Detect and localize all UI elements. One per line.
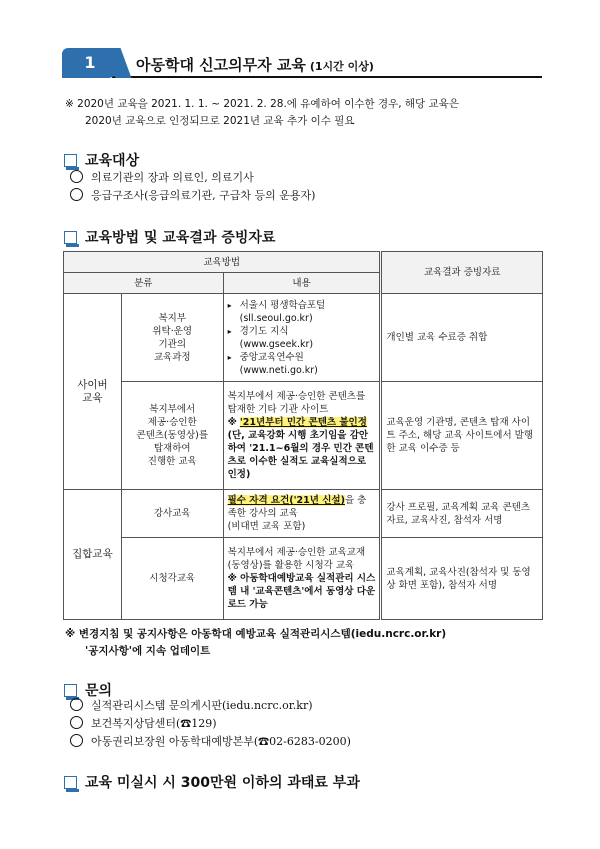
section-number: 1 xyxy=(62,48,118,78)
section-target-heading xyxy=(64,150,139,170)
target-item-1-text: 의료기관의 장과 의료인, 의료기사 xyxy=(91,171,254,184)
title-text: 아동학대 신고의무자 교육 xyxy=(136,56,306,74)
th-category: 분류 xyxy=(64,273,224,294)
row2-result: 교육운영 기관명, 콘텐츠 탑재 사이트 주소, 해당 교육 사이트에서 발행한 교육 이수증 등 xyxy=(381,382,543,490)
th-result: 교육결과 증빙자료 xyxy=(381,252,543,294)
row1-result: 개인별 교육 수료증 취합 xyxy=(381,294,543,382)
row2-highlight: '21년부터 민간 콘텐츠 불인정 xyxy=(239,417,367,428)
target-item-1 xyxy=(70,170,254,186)
row1-sub: 복지부 위탁·운영 기관의 교육과정 xyxy=(121,294,223,382)
section-penalty-title: 교육 미실시 시 300만원 이하의 과태료 부과 xyxy=(85,775,360,791)
row4-note: ※ 아동학대예방교육 실적관리 시스템 내 '교육콘텐츠'에서 동영상 다운로드 가능 xyxy=(227,573,376,610)
row2-content-main: 복지부에서 제공·승인한 콘텐츠를 탑재한 기타 기관 사이트 xyxy=(227,391,366,415)
section-header xyxy=(62,48,542,80)
section-method-title: 교육방법 및 교육결과 증빙자료 xyxy=(85,230,276,246)
group-label: 집합교육 xyxy=(64,490,122,620)
notice-line-1: ※ 2020년 교육을 2021. 1. 1. ~ 2021. 2. 28.에 유예하여 이수한 경우, 해당 교육은 xyxy=(65,98,459,110)
portal-item-2: ▸ 경기도 지식 (www.gseek.kr) xyxy=(228,325,376,351)
row3-text-2: (비대면 교육 포함) xyxy=(227,521,306,532)
row4-content xyxy=(223,538,381,620)
contact-item-3 xyxy=(70,734,351,750)
th-method: 교육방법 xyxy=(64,252,381,273)
contact-item-3-text: 아동권리보장원 아동학대예방본부(☎02-6283-0200) xyxy=(91,735,351,748)
notice-line-2: 2020년 교육으로 인정되므로 2021년 교육 추가 이수 필요 xyxy=(85,115,355,127)
footnote-line-2: '공지사항'에 지속 업데이트 xyxy=(85,645,211,657)
method-table xyxy=(63,251,543,620)
contact-item-2 xyxy=(70,716,217,732)
row2-note xyxy=(228,416,376,429)
notice xyxy=(65,96,545,130)
target-item-2-text: 응급구조사(응급의료기관, 구급차 등의 운용자) xyxy=(91,189,316,202)
row2-bold-text: (단, 교육강화 시행 초기임을 감안하여 '21.1~6월의 경우 민간 콘텐츠로 이수한 실적도 교육실적으로 인정) xyxy=(227,430,374,480)
row3-text: 을 충족한 강사의 교육 xyxy=(227,495,367,519)
circle-bullet-icon xyxy=(70,188,83,201)
header-underline xyxy=(112,76,542,78)
section-contact-heading xyxy=(64,680,112,700)
contact-item-1 xyxy=(70,698,313,714)
circle-bullet-icon xyxy=(70,698,83,711)
row3-sub: 강사교육 xyxy=(121,490,223,538)
row2-sub: 복지부에서 제공·승인한 콘텐츠(동영상)를 탑재하여 진행한 교육 xyxy=(121,382,223,490)
section-contact-title: 문의 xyxy=(85,683,113,699)
contact-item-2-text: 보건복지상담센터(☎129) xyxy=(91,717,217,730)
row2-note-mark: ※ xyxy=(227,417,237,428)
checkbox-bullet-icon xyxy=(64,154,77,167)
row3-result: 강사 프로필, 교육계획 교육 콘텐츠 자료, 교육사진, 참석자 서명 xyxy=(381,490,543,538)
row3-highlight: 필수 자격 요건('21년 신설) xyxy=(227,495,345,506)
circle-bullet-icon xyxy=(70,716,83,729)
checkbox-bullet-icon xyxy=(64,684,77,697)
table-footnote xyxy=(65,626,545,660)
row4-sub: 시청각교육 xyxy=(121,538,223,620)
section-method-heading xyxy=(64,227,275,247)
portal-item-1: ▸ 서울시 평생학습포털 (sll.seoul.go.kr) xyxy=(228,299,376,325)
section-penalty-heading xyxy=(64,772,360,792)
cyber-label: 사이버 교육 xyxy=(64,294,122,490)
row3-content xyxy=(223,490,381,538)
th-content: 내용 xyxy=(223,273,381,294)
contact-item-1-text: 실적관리시스템 문의게시판(iedu.ncrc.or.kr) xyxy=(91,699,313,712)
row4-text: 복지부에서 제공·승인한 교육교재(동영상)를 활용한 시청각 교육 xyxy=(227,547,366,571)
row1-content xyxy=(223,294,381,382)
page-title xyxy=(136,54,374,75)
footnote-line-1: ※ 변경지침 및 공지사항은 아동학대 예방교육 실적관리시스템(iedu.ncrc.or.kr) xyxy=(65,628,447,640)
circle-bullet-icon xyxy=(70,170,83,183)
circle-bullet-icon xyxy=(70,734,83,747)
section-target-title: 교육대상 xyxy=(85,153,140,169)
row4-result: 교육계획, 교육사진(참석자 및 동영상 화면 포함), 참석자 서명 xyxy=(381,538,543,620)
row2-content xyxy=(223,382,381,490)
checkbox-bullet-icon xyxy=(64,231,77,244)
target-item-2 xyxy=(70,188,315,204)
title-subtitle: (1시간 이상) xyxy=(309,60,374,73)
portal-item-3: ▸ 중앙교육연수원 (www.neti.go.kr) xyxy=(228,351,376,377)
checkbox-bullet-icon xyxy=(64,776,77,789)
